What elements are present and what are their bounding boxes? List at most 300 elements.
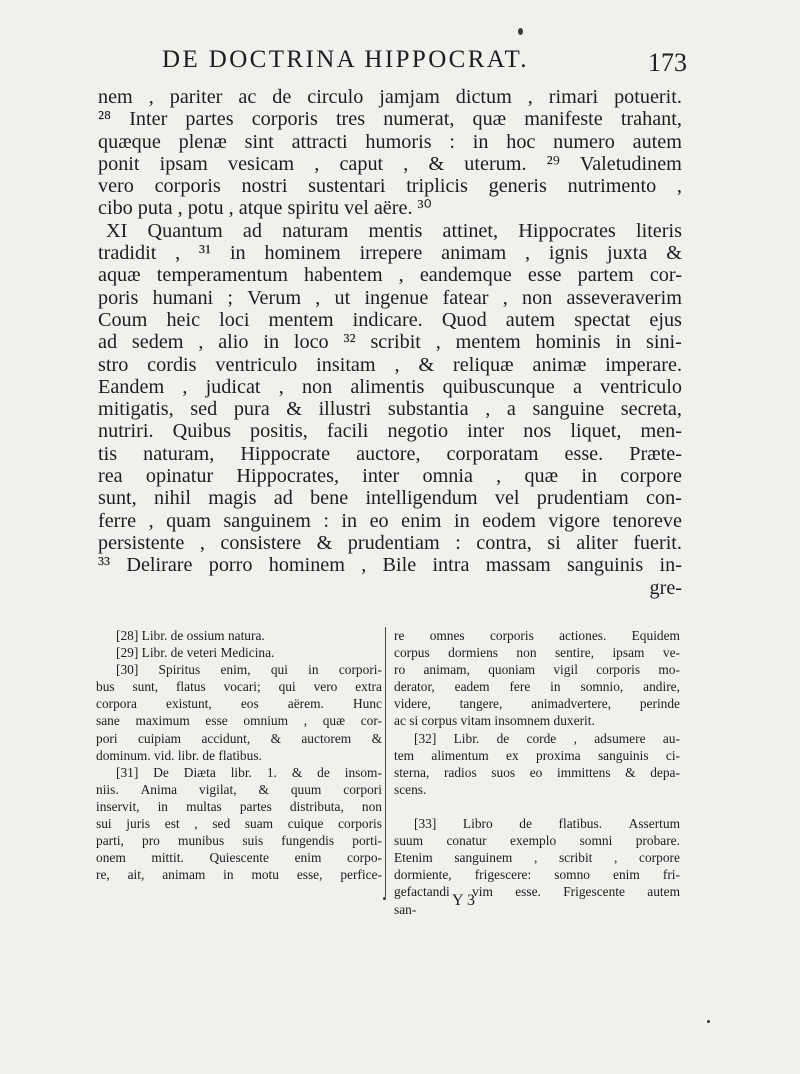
text-line xyxy=(98,86,682,108)
word: Libr. xyxy=(453,730,480,746)
word: quæ xyxy=(524,465,559,488)
word: quum xyxy=(290,781,322,797)
word: scribit xyxy=(558,850,593,866)
word: non xyxy=(361,798,382,814)
word: inter xyxy=(362,465,400,488)
word: a xyxy=(572,375,582,398)
word: vocari; xyxy=(223,679,261,695)
word: , xyxy=(278,375,284,398)
word: ferre xyxy=(98,509,137,532)
word: sui xyxy=(96,816,112,832)
word: Valetudinem xyxy=(579,152,682,175)
word: partem xyxy=(577,264,634,287)
word: existunt, xyxy=(166,696,212,712)
word: numerat, xyxy=(383,108,455,131)
word: , xyxy=(398,264,404,287)
word: non xyxy=(521,286,553,309)
word: nihil xyxy=(153,487,191,510)
word: opinatur xyxy=(145,465,214,488)
word: positis, xyxy=(250,420,308,443)
word: ro xyxy=(394,662,406,678)
word: sustentari xyxy=(308,175,386,198)
word: rea xyxy=(98,465,123,488)
word: libr. xyxy=(230,764,252,780)
word: quibuscunque xyxy=(442,375,555,398)
word: Frigescente xyxy=(563,884,625,900)
word: hominis xyxy=(535,331,601,354)
word: ignis xyxy=(548,242,589,265)
word: heic xyxy=(166,308,201,331)
word: eo xyxy=(369,509,389,532)
word: prudentiam xyxy=(347,531,440,554)
word: consistere xyxy=(220,531,302,554)
word: ventriculo xyxy=(600,375,682,398)
word: Delirare xyxy=(126,554,193,577)
word: sanguinem xyxy=(223,509,311,532)
word: Hunc xyxy=(352,696,382,712)
word: animadvertere, xyxy=(531,696,612,712)
word: pro xyxy=(142,833,160,849)
word: eadem xyxy=(454,679,490,695)
word: , xyxy=(303,713,308,729)
word: mentem xyxy=(455,331,521,354)
word: de xyxy=(272,86,292,108)
word: Hippocrates, xyxy=(236,465,339,488)
word: habentem xyxy=(304,264,383,287)
word: , xyxy=(361,554,367,577)
text-line xyxy=(98,331,682,353)
word: generis xyxy=(488,175,547,198)
text-line xyxy=(98,443,682,465)
word: parti, xyxy=(96,833,124,849)
word: judicat xyxy=(205,375,261,398)
word: , xyxy=(148,86,154,108)
word: in xyxy=(263,331,280,354)
word: mo- xyxy=(658,662,680,678)
word: [30] xyxy=(116,662,139,678)
word: andire, xyxy=(643,679,680,695)
word: literis xyxy=(635,219,682,242)
text-line xyxy=(98,465,682,487)
line-text: san- xyxy=(394,901,417,917)
word: reliquæ xyxy=(453,353,514,376)
word: liquet, xyxy=(570,420,622,443)
word: ; xyxy=(227,286,233,309)
note-line xyxy=(394,644,680,661)
word: humoris xyxy=(365,130,432,153)
word: aliter xyxy=(576,531,618,554)
word: intra xyxy=(432,554,470,577)
word: Assertum xyxy=(628,816,680,832)
word: esse, xyxy=(296,867,323,883)
word: corporis xyxy=(596,662,641,678)
word: dormiens xyxy=(448,645,498,661)
word: quæque xyxy=(98,130,161,153)
word: : xyxy=(455,531,461,554)
word: , xyxy=(527,86,533,108)
word: cordis xyxy=(147,353,197,376)
word: sanguinem xyxy=(454,850,513,866)
note-line xyxy=(96,661,382,678)
word: corporis xyxy=(154,175,221,198)
word: perinde xyxy=(639,696,680,712)
word: sunt, xyxy=(132,679,159,695)
text-line xyxy=(98,376,682,398)
word: ad xyxy=(273,487,293,510)
word: esse xyxy=(205,713,228,729)
text-line xyxy=(98,220,682,242)
word: cor- xyxy=(649,264,682,287)
word: qui xyxy=(270,662,288,678)
word: , xyxy=(525,242,531,265)
word: pura xyxy=(233,398,270,421)
word: motu xyxy=(251,867,279,883)
word: tenoreve xyxy=(612,509,682,532)
word: Coum xyxy=(98,308,148,331)
word: prudentiam xyxy=(536,487,629,510)
word: corpori- xyxy=(338,662,382,678)
word: partes xyxy=(239,798,272,814)
word: naturam, xyxy=(143,442,215,465)
line-text: scens. xyxy=(394,781,427,797)
word: caput xyxy=(339,152,384,175)
word: partes xyxy=(185,108,234,131)
word: indicare. xyxy=(352,308,423,331)
word: omnes xyxy=(429,628,465,643)
text-line xyxy=(98,242,682,264)
word: de xyxy=(496,730,510,746)
word: quæ xyxy=(322,713,346,729)
word: munibus xyxy=(178,833,225,849)
text-line xyxy=(98,309,682,331)
word: esse xyxy=(527,264,562,287)
word: Bile xyxy=(382,554,417,577)
word: omnia xyxy=(422,465,473,488)
word: in xyxy=(581,465,598,488)
word: [33] xyxy=(414,816,437,832)
word: humani xyxy=(152,286,214,309)
word: auctore, xyxy=(356,442,421,465)
word: sed xyxy=(212,816,231,832)
word: men- xyxy=(640,420,682,443)
signature-mark: Y 3 xyxy=(452,892,475,909)
word: ingenue xyxy=(364,286,429,309)
word: mittit. xyxy=(151,850,184,866)
word: exemplo xyxy=(510,833,557,849)
word: quoniam xyxy=(488,662,536,678)
word: radios xyxy=(443,764,477,780)
word: contra, xyxy=(476,531,532,554)
word: eo xyxy=(529,764,543,780)
word: esse. xyxy=(515,884,541,900)
note-line xyxy=(96,798,382,815)
word: suam xyxy=(244,816,274,832)
note-line xyxy=(394,747,680,764)
word: sanguine xyxy=(532,398,605,421)
word: con- xyxy=(646,487,682,510)
word: triplicis xyxy=(406,175,468,198)
word: sterna, xyxy=(394,764,430,780)
note-line xyxy=(394,849,680,866)
word: Eandem xyxy=(98,375,165,398)
note-line xyxy=(96,695,382,712)
word: De xyxy=(153,764,169,780)
word: nos xyxy=(523,420,552,443)
word: XI xyxy=(106,219,128,242)
word: tradidit xyxy=(98,242,157,265)
word: sunt, xyxy=(98,487,137,510)
word: fuerit. xyxy=(633,531,682,554)
word: Hippocrate xyxy=(240,442,331,465)
word: flatus xyxy=(175,679,206,695)
word: circulo xyxy=(307,86,364,108)
word: asseveraverim xyxy=(566,286,682,309)
word: mentis xyxy=(368,219,423,242)
word: corporis xyxy=(251,108,318,131)
word: alimentum xyxy=(431,747,489,763)
word: re xyxy=(394,628,405,643)
word: & xyxy=(666,242,682,265)
word: ve- xyxy=(662,645,680,661)
word: ventriculo xyxy=(215,353,298,376)
word: nutrimento xyxy=(567,175,657,198)
word: depa- xyxy=(650,764,680,780)
note-line xyxy=(394,730,680,747)
word: juxta xyxy=(607,242,648,265)
word: quam xyxy=(166,509,211,532)
word: , xyxy=(403,152,409,175)
word: jamjam xyxy=(379,86,440,108)
word: corporis xyxy=(489,628,534,643)
word: somni xyxy=(579,833,613,849)
word: massam xyxy=(485,554,551,577)
word: corde xyxy=(526,730,557,746)
word: dormiente, xyxy=(394,867,452,883)
word: , xyxy=(496,465,502,488)
note-line xyxy=(394,781,680,798)
word: in xyxy=(550,679,561,695)
note-line xyxy=(394,627,680,644)
text-line xyxy=(98,264,682,286)
word: , xyxy=(199,531,205,554)
ink-speck xyxy=(707,1020,710,1023)
word: sed xyxy=(190,398,218,421)
word: in xyxy=(229,242,246,265)
word: , xyxy=(148,509,154,532)
word: tis xyxy=(98,442,118,465)
word: Libro xyxy=(462,816,493,832)
word: actiones. xyxy=(559,628,607,643)
word: autem xyxy=(647,884,680,900)
word: uterum. xyxy=(464,152,527,175)
footnotes-right-column xyxy=(394,627,680,918)
word: videre, xyxy=(394,696,431,712)
word: porro xyxy=(208,554,253,577)
word: : xyxy=(449,130,455,153)
word: trahant, xyxy=(620,108,682,131)
note-line xyxy=(394,866,680,883)
word: animam, xyxy=(423,662,470,678)
word: ut xyxy=(334,286,351,309)
word: & xyxy=(316,531,333,554)
word: & xyxy=(418,353,435,376)
word: proxima xyxy=(536,747,581,763)
word: inter xyxy=(467,420,505,443)
word: corporatam xyxy=(446,442,539,465)
line-text: dominum. vid. libr. de flatibus. xyxy=(96,747,262,763)
word: onem xyxy=(96,850,126,866)
word: autem xyxy=(632,130,682,153)
word: cuique xyxy=(287,816,324,832)
word: Equidem xyxy=(631,628,680,643)
word: cuipiam xyxy=(137,730,182,746)
word: scribit xyxy=(370,331,421,354)
word: enim, xyxy=(220,662,251,678)
word: perfice- xyxy=(340,867,382,883)
word: omnium xyxy=(243,713,289,729)
word: potuerit. xyxy=(614,86,682,108)
column-rule xyxy=(385,627,386,897)
word: manifeste xyxy=(524,108,603,131)
word: Hippocrates xyxy=(518,219,616,242)
word: : xyxy=(323,509,329,532)
word: Quod xyxy=(441,308,487,331)
word: insom- xyxy=(344,764,382,780)
word: ex xyxy=(506,747,519,763)
word: rimari xyxy=(548,86,599,108)
word: tres xyxy=(335,108,366,131)
word: animæ xyxy=(532,353,587,376)
line-text: gre- xyxy=(649,576,682,599)
word: alimentis xyxy=(350,375,425,398)
word: Quiescente xyxy=(209,850,269,866)
word: vesicam xyxy=(227,152,295,175)
word: in xyxy=(223,867,234,883)
word: pori xyxy=(96,730,118,746)
word: , xyxy=(502,286,508,309)
word: re, xyxy=(96,867,110,883)
ink-speck xyxy=(383,897,386,900)
word: illustri xyxy=(318,398,372,421)
word: Spiritus xyxy=(158,662,201,678)
word: Quibus xyxy=(172,420,231,443)
word: , xyxy=(175,242,181,265)
word: persistente xyxy=(98,531,185,554)
note-line xyxy=(394,678,680,695)
footnotes-left-column xyxy=(96,627,382,883)
word: eos xyxy=(240,696,259,712)
word: enim xyxy=(613,867,640,883)
word: ad xyxy=(242,219,262,242)
line-text: [28] Libr. de ossium natura. xyxy=(116,628,265,643)
word: juris xyxy=(126,816,151,832)
note-line xyxy=(96,832,382,849)
word: aquæ xyxy=(98,264,141,287)
word: ac xyxy=(238,86,257,108)
word: sane xyxy=(96,713,120,729)
word: in xyxy=(341,509,358,532)
word: autem xyxy=(505,308,556,331)
word: corpore xyxy=(639,850,680,866)
word: facili xyxy=(326,420,369,443)
note-line xyxy=(394,883,680,900)
word: substantia xyxy=(387,398,469,421)
word: intelligendum xyxy=(365,487,478,510)
word: corporis xyxy=(338,816,382,832)
word: , xyxy=(435,331,441,354)
note-line xyxy=(96,678,382,695)
word: inservit, xyxy=(96,798,140,814)
word: dictum xyxy=(455,86,512,108)
note-line xyxy=(96,730,382,747)
word: negotio xyxy=(387,420,449,443)
word: hoc xyxy=(506,130,536,153)
text-line xyxy=(98,153,682,175)
note-line xyxy=(394,815,680,832)
word: hominem xyxy=(268,554,345,577)
word: ipsam xyxy=(612,645,645,661)
word: cor- xyxy=(360,713,382,729)
note-line xyxy=(96,866,382,883)
word: accidunt, xyxy=(201,730,251,746)
word: Quantum xyxy=(147,219,223,242)
word: numero xyxy=(553,130,615,153)
page-number: 173 xyxy=(648,48,687,77)
word: suis xyxy=(242,833,264,849)
word: vigil xyxy=(553,662,578,678)
main-text xyxy=(98,86,682,599)
word: ²⁹ xyxy=(546,152,560,175)
word: suum xyxy=(394,833,424,849)
word: flatibus. xyxy=(558,816,603,832)
note-line xyxy=(96,712,382,729)
line-text: cibo puta , potu , atque spiritu vel aëre. ³⁰ xyxy=(98,197,432,220)
text-line xyxy=(98,175,682,197)
word: temperamentum xyxy=(156,264,288,287)
word: extra xyxy=(355,679,382,695)
word: tangere, xyxy=(459,696,503,712)
text-line xyxy=(98,554,682,576)
word: sini- xyxy=(645,331,682,354)
word: , xyxy=(394,353,400,376)
word: vigilat, xyxy=(199,781,237,797)
word: Præte- xyxy=(629,442,682,465)
note-line xyxy=(394,764,680,781)
note-line xyxy=(394,661,680,678)
word: somno xyxy=(554,867,590,883)
note-line xyxy=(394,712,680,729)
ink-speck xyxy=(518,28,523,35)
running-head: DE DOCTRINA HIPPOCRAT. xyxy=(162,46,529,73)
text-line xyxy=(98,398,682,420)
word: non xyxy=(301,375,333,398)
word: corpore xyxy=(620,465,682,488)
word: fatear xyxy=(442,286,489,309)
word: frigescere: xyxy=(474,867,532,883)
text-line xyxy=(98,487,682,509)
word: magis xyxy=(208,487,257,510)
word: non xyxy=(516,645,537,661)
note-line xyxy=(394,798,680,815)
word: ³¹ xyxy=(199,242,212,265)
note-line xyxy=(96,627,382,644)
word: de xyxy=(519,816,532,832)
word: bene xyxy=(310,487,349,510)
text-line xyxy=(98,510,682,532)
text-line xyxy=(98,532,682,554)
word: nutriri. xyxy=(98,420,154,443)
word: mentem xyxy=(268,308,334,331)
